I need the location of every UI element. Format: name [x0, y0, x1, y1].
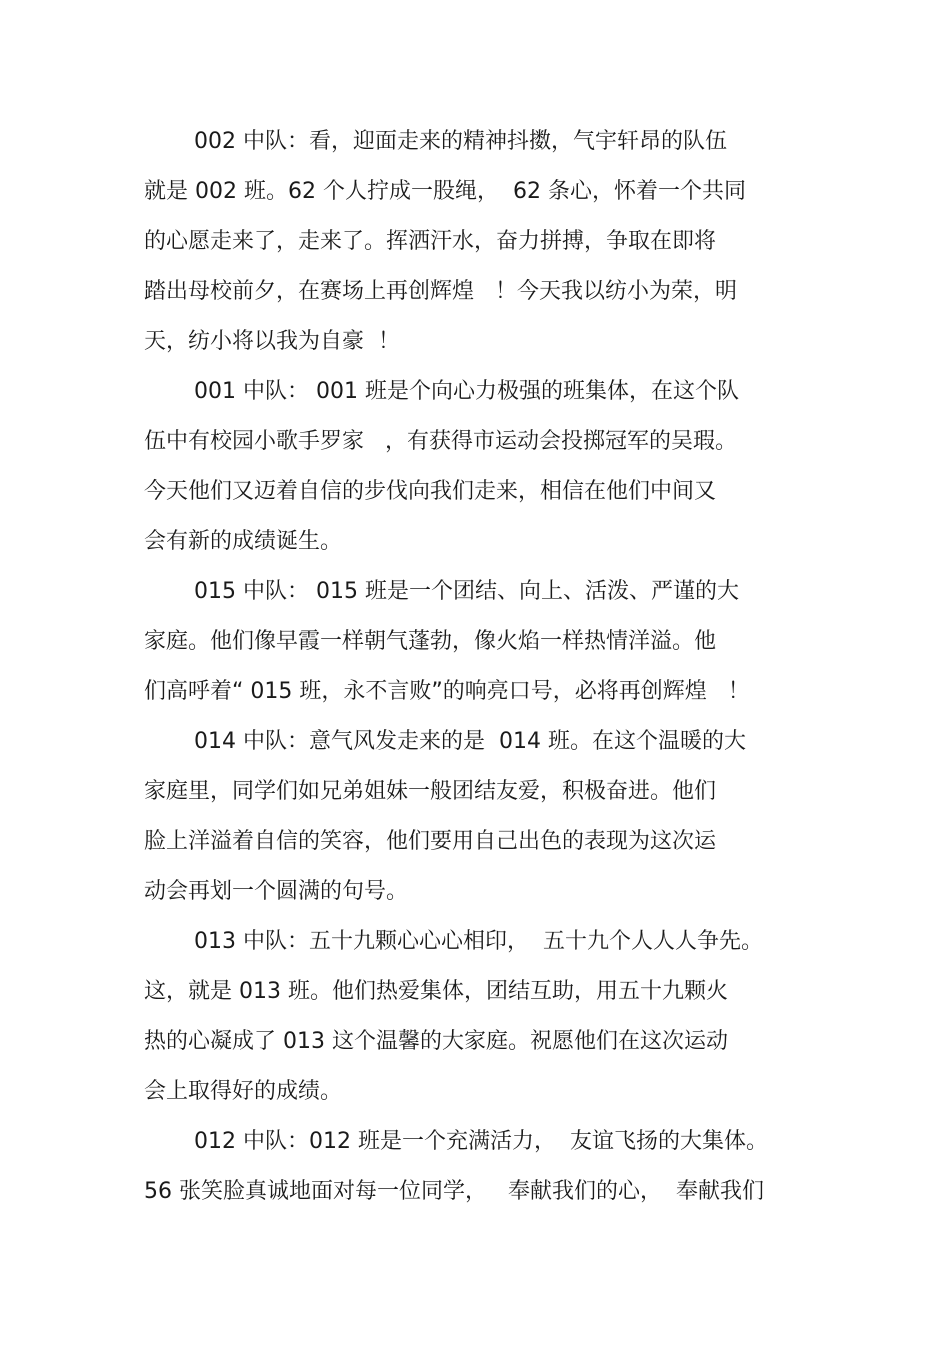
text-line-18: 这，就是 013 班。他们热爱集体，团结互助，用五十九颗火 — [144, 979, 728, 1004]
text-line-12: 们高呼着“ 015 班，永不言败”的响亮口号，必将再创辉煌 ！ — [144, 679, 750, 704]
text-line-15: 脸上洋溢着自信的笑容，他们要用自己出色的表现为这次运 — [144, 829, 717, 854]
text-line-4: 踏出母校前夕，在赛场上再创辉煌 ！今天我以纺小为荣，明 — [144, 279, 737, 304]
text-line-22: 56 张笑脸真诚地面对每一位同学， 奉献我们的心， 奉献我们 — [144, 1179, 764, 1204]
text-line-1: 002 中队：看，迎面走来的精神抖擞，气宇轩昂的队伍 — [194, 129, 727, 154]
text-line-2: 就是 002 班。62 个人拧成一股绳， 62 条心，怀着一个共同 — [144, 179, 746, 204]
text-line-3: 的心愿走来了，走来了。挥洒汗水，奋力拼搏，争取在即将 — [144, 229, 717, 254]
text-line-8: 今天他们又迈着自信的步伐向我们走来，相信在他们中间又 — [144, 479, 717, 504]
text-line-7: 伍中有校园小歌手罗家 ，有获得市运动会投掷冠军的吴瑕。 — [144, 429, 737, 454]
text-line-13: 014 中队：意气风发走来的是 014 班。在这个温暖的大 — [194, 729, 746, 754]
text-line-9: 会有新的成绩诞生。 — [144, 529, 343, 554]
text-line-14: 家庭里，同学们如兄弟姐妹一般团结友爱，积极奋进。他们 — [144, 779, 717, 804]
text-line-17: 013 中队：五十九颗心心心相印， 五十九个人人人争先。 — [194, 929, 763, 954]
text-line-5: 天，纺小将以我为自豪 ！ — [144, 329, 400, 354]
text-line-16: 动会再划一个圆满的句号。 — [144, 879, 409, 904]
text-line-11: 家庭。他们像早霞一样朝气蓬勃，像火焰一样热情洋溢。他 — [144, 629, 717, 654]
text-line-19: 热的心凝成了 013 这个温馨的大家庭。祝愿他们在这次运动 — [144, 1029, 728, 1054]
text-line-20: 会上取得好的成绩。 — [144, 1079, 343, 1104]
text-line-21: 012 中队：012 班是一个充满活力， 友谊飞扬的大集体。 — [194, 1129, 768, 1154]
text-line-10: 015 中队： 015 班是一个团结、向上、活泼、严谨的大 — [194, 579, 739, 604]
text-line-6: 001 中队： 001 班是个向心力极强的班集体，在这个队 — [194, 379, 739, 404]
